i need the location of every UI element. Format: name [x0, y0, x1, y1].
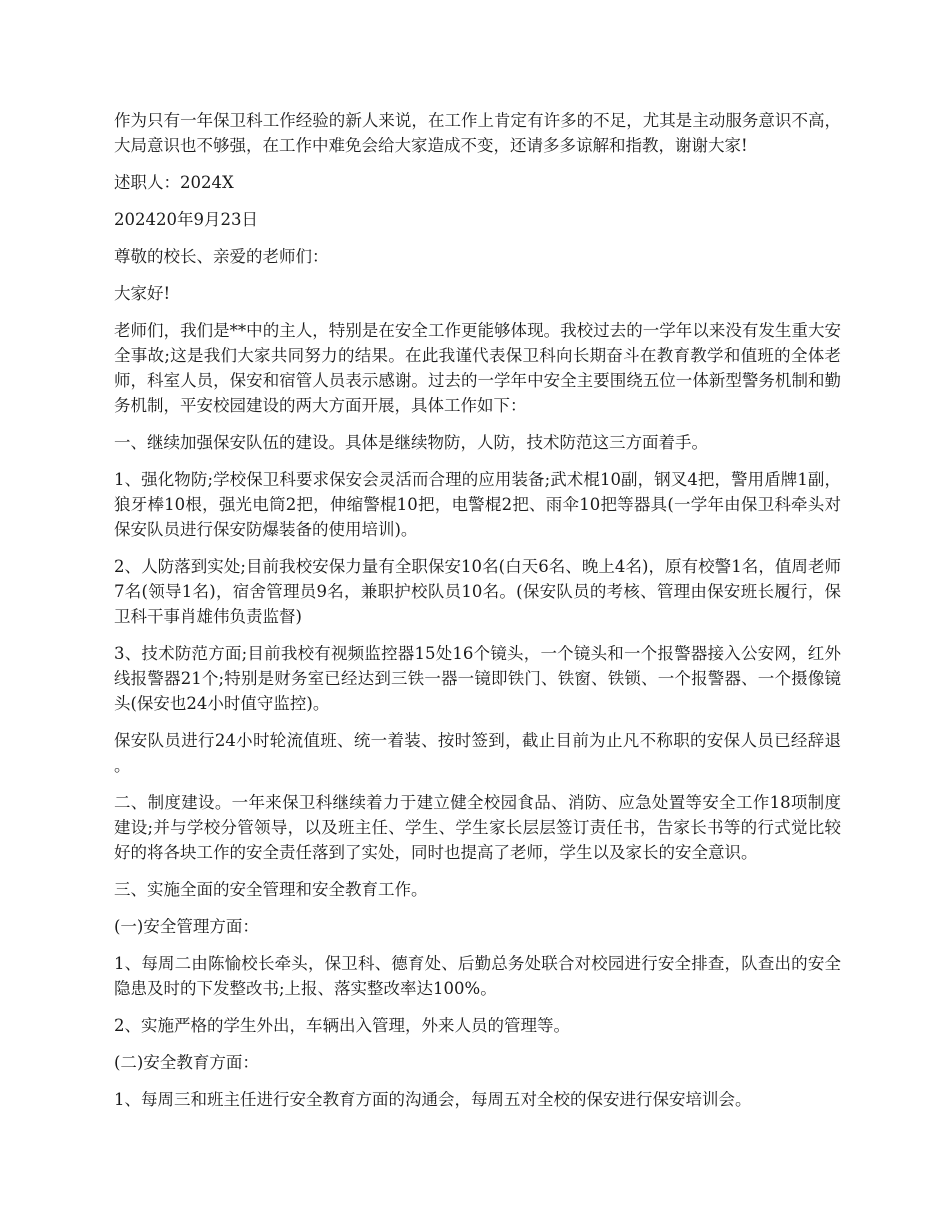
- paragraph-overview: 老师们，我们是**中的主人，特别是在安全工作更能够体现。我校过去的一学年以来没有发生重大安全事故;这是我们大家共同努力的结果。在此我谨代表保卫科向长期奋斗在教育教学和值班的全体老师，科室人员，保安和宿管人员表示感谢。过去的一学年中安全主要围绕五位一体新型警务机制和勤务机制，平安校园建设的两大方面开展，具体工作如下：: [114, 321, 841, 415]
- paragraph-technical-defense: 3、技术防范方面;目前我校有视频监控器15处16个镜头，一个镜头和一个报警器接入公安网，红外线报警器21个;特别是财务室已经达到三铁一器一镜即铁门、铁窗、铁锁、一个报警器、一个摄像镜头(保安也24小时值守监控)。: [114, 644, 841, 713]
- paragraph-subsection-education: (二)安全教育方面：: [114, 1053, 259, 1072]
- paragraph-physical-defense: 1、强化物防;学校保卫科要求保安会灵活而合理的应用装备;武术棍10副，钢叉4把，警用盾牌1副，狼牙棒10根，强光电筒2把，伸缩警棍10把，电警棍2把、雨伞10把等器具(一学年由保卫科牵头对保安队员进行保安防爆装备的使用培训)。: [114, 470, 841, 539]
- document-page: [114, 108, 841, 1124]
- paragraph-personnel-defense: 2、人防落到实处;目前我校安保力量有全职保安10名(白天6名、晚上4名)，原有校警1名，值周老师7名(领导1名)，宿舍管理员9名，兼职护校队员10名。(保安队员的考核、管理由保安班长履行，保卫科干事肖雄伟负责监督): [114, 557, 841, 626]
- paragraph-weekly-inspection: 1、每周二由陈愉校长牵头，保卫科、德育处、后勤总务处联合对校园进行安全排查，队查出的安全隐患及时的下发整改书;上报、落实整改率达100%。: [114, 954, 841, 998]
- paragraph-date: 202420年9月23日: [114, 210, 258, 229]
- paragraph-section-three: 三、实施全面的安全管理和安全教育工作。: [114, 880, 428, 899]
- paragraph-weekly-meetings: 1、每周三和班主任进行安全教育方面的沟通会，每周五对全校的保安进行保安培训会。: [114, 1090, 752, 1109]
- paragraph-subsection-management: (一)安全管理方面：: [114, 917, 259, 936]
- paragraph-section-two: 二、制度建设。一年来保卫科继续着力于建立健全校园食品、消防、应急处置等安全工作18项制度建设;并与学校分管领导，以及班主任、学生、学生家长层层签订责任书，告家长书等的行式觉比较好的将各块工作的安全责任落到了实处，同时也提高了老师，学生以及家长的安全意识。: [114, 793, 841, 862]
- paragraph-intro-closing: 作为只有一年保卫科工作经验的新人来说，在工作上肯定有许多的不足，尤其是主动服务意识不高，大局意识也不够强，在工作中难免会给大家造成不变，还请多多谅解和指教，谢谢大家!: [114, 111, 841, 155]
- paragraph-duty-rotation: 保安队员进行24小时轮流值班、统一着装、按时签到，截止目前为止凡不称职的安保人员已经辞退。: [114, 731, 841, 775]
- paragraph-section-one: 一、继续加强保安队伍的建设。具体是继续物防，人防，技术防范这三方面着手。: [114, 433, 708, 452]
- paragraph-reporter: 述职人：2024X: [114, 173, 234, 192]
- paragraph-greeting: 大家好!: [114, 284, 171, 303]
- paragraph-salutation: 尊敬的校长、亲爱的老师们：: [114, 247, 329, 266]
- paragraph-access-control: 2、实施严格的学生外出，车辆出入管理，外来人员的管理等。: [114, 1016, 570, 1035]
